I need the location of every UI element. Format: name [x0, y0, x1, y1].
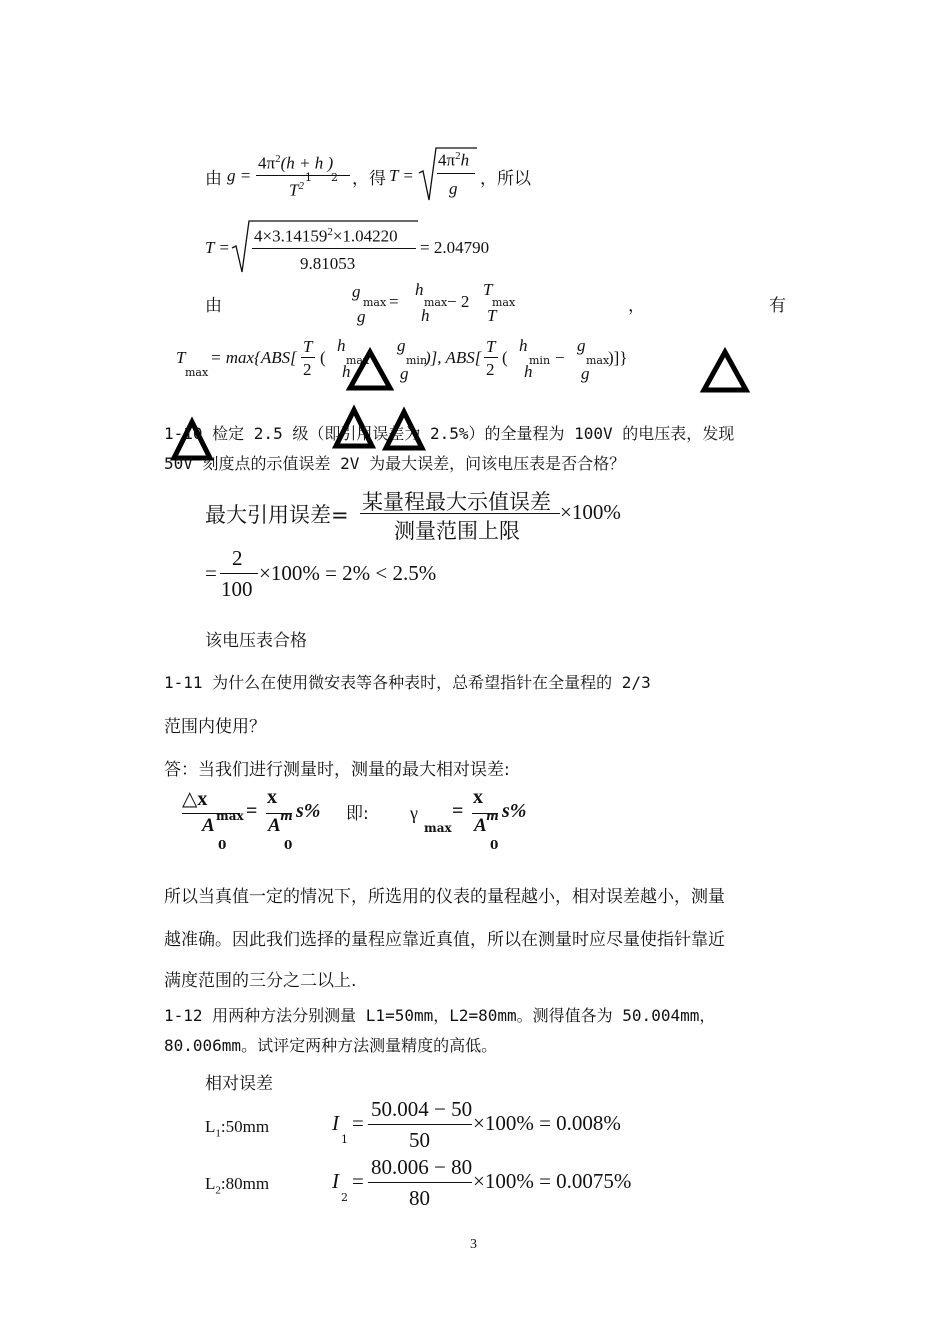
f1-den-sub: 0 [218, 838, 227, 852]
i2-den: 80 [409, 1186, 430, 1210]
times-100: ×100% [560, 500, 621, 524]
i1-symbol: I [332, 1111, 339, 1135]
gamma-sub: max [424, 821, 452, 835]
paragraph-line1: 所以当真值一定的情况下，所选用的仪表的量程越小，相对误差越小，测量 [164, 887, 725, 907]
text-de: ，得 [352, 169, 386, 189]
f3-num: x [473, 786, 483, 808]
h-den: h [421, 306, 430, 325]
equals: = [246, 800, 258, 822]
text-you: 由 [205, 296, 222, 316]
text-you2: 有 [769, 296, 786, 316]
eq2-num: 2 [232, 546, 243, 570]
i1-sub: 1 [341, 1133, 348, 1146]
question-text-line2: 80.006mm。试评定两种方法测量精度的高低。 [164, 1036, 498, 1055]
i2-result: ×100% = 0.0075% [473, 1169, 632, 1193]
question-text-line1: 1-11 为什么在使用微安表等各种表时，总希望指针在全量程的 2/3 [164, 673, 651, 692]
fraction-bar [368, 1182, 472, 1183]
t2-den: 2 [303, 360, 312, 379]
mid-abs: )], ABS[ [425, 348, 482, 367]
h-sub-1: 1 [305, 171, 312, 184]
text-you: 由 [205, 169, 222, 189]
t-sub-max: max [185, 366, 209, 379]
t3-num: T [486, 337, 496, 356]
text-ji: 即: [346, 804, 369, 824]
i1-den: 50 [409, 1128, 430, 1152]
t-den: 9.81053 [300, 254, 356, 273]
t-symbol: T [176, 348, 186, 367]
text-comma: ， [628, 296, 645, 316]
h-sub-2: 2 [331, 171, 338, 184]
g2-den: g [581, 364, 590, 383]
frac-den: 测量范围上限 [394, 519, 520, 543]
equals: = [389, 292, 399, 311]
fraction-bar [472, 813, 498, 814]
h-sub-max: max [346, 354, 370, 367]
question-text-line1: 1-12 用两种方法分别测量 L1=50mm，L2=80mm。测得值各为 50.004mm， [164, 1006, 716, 1025]
fraction-bar [220, 573, 258, 574]
g-den: g [400, 364, 409, 383]
g-sub-min: min [406, 354, 428, 367]
h2-num: h [519, 336, 528, 355]
t-den: T [487, 306, 497, 325]
f3-den: A [474, 815, 487, 836]
fraction-bar [484, 357, 498, 358]
g-den: g [357, 307, 366, 326]
eq2-den: 100 [221, 577, 253, 601]
s-percent: s% [502, 800, 527, 822]
fraction-bar [368, 1124, 472, 1125]
equals: = [352, 1169, 364, 1193]
t-equals: T = [389, 166, 414, 185]
f1-num-sub: max [216, 809, 244, 823]
answer-intro: 答：当我们进行测量时，测量的最大相对误差: [164, 760, 510, 780]
f1-den: A [202, 815, 215, 836]
t-max-sub: max [492, 296, 516, 309]
sqrt-den: g [449, 179, 458, 198]
l1-label: $L_1:50mm$ [205, 1117, 270, 1140]
h-max-sub: max [424, 296, 448, 309]
question-text-line2: 50V 刻度点的示值误差 2V 为最大误差，问该电压表是否合格？ [164, 454, 626, 473]
triangle-mark-icon [702, 350, 748, 392]
gamma-symbol: γ [410, 803, 418, 823]
g-max-num: g [352, 282, 361, 301]
answer-qualified: 该电压表合格 [205, 631, 307, 651]
paren-open: ( [320, 348, 326, 367]
i2-symbol: I [332, 1169, 339, 1193]
f3-den-sub: 0 [490, 838, 499, 852]
question-text-line1: 1-10 检定 2.5 级（即引用误差为 2.5%）的全量程为 100V 的电压表，发现 [164, 424, 735, 443]
i2-num: 80.006 − 80 [371, 1155, 473, 1179]
fraction-bar [252, 248, 416, 249]
h-max-num: h [415, 280, 424, 299]
s-percent: s% [296, 800, 321, 822]
t-num: $4\times 3.14159^2\times 1.04220$ [254, 226, 398, 246]
g-max-sub: max [363, 296, 387, 309]
g2-num: g [577, 336, 586, 355]
g2-sub-max: max [586, 354, 610, 367]
sqrt-num: $4\pi^2h$ [438, 150, 470, 170]
equals: = [452, 800, 464, 822]
relative-error-label: 相对误差 [205, 1074, 273, 1094]
f2-den: A [268, 815, 281, 836]
i2-sub: 2 [341, 1191, 348, 1204]
question-text-line2: 范围内使用？ [164, 717, 266, 737]
page-number: 3 [470, 1237, 477, 1252]
g-num: g [397, 336, 406, 355]
fraction-bar [256, 175, 350, 176]
fraction-bar [182, 813, 240, 814]
l2-label: $L_2:80mm$ [205, 1174, 270, 1197]
t-result: = 2.04790 [420, 238, 490, 257]
f3-num-sub: m [486, 809, 499, 823]
i1-result: ×100% = 0.008% [473, 1111, 621, 1135]
t-max-num: T [483, 280, 493, 299]
paren-open: ( [502, 348, 508, 367]
h-den: h [342, 362, 351, 381]
f1-num: △x [182, 788, 208, 810]
h-num: h [337, 336, 346, 355]
g-frac-num: $4\pi^2(h + h$ ) [258, 153, 334, 173]
equals: = [352, 1111, 364, 1135]
paragraph-line3: 满度范围的三分之二以上. [164, 971, 357, 991]
max-ref-error-label: 最大引用误差= [205, 503, 349, 527]
triangle-mark-icon [348, 350, 392, 390]
paragraph-line2: 越准确。因此我们选择的量程应靠近真值，所以在测量时应尽量使指针靠近 [164, 930, 725, 950]
t-equals: T = [205, 238, 230, 257]
g-equals: g = [227, 166, 252, 185]
eq2-result: ×100% = 2% < 2.5% [259, 561, 437, 585]
eq2-equals: = [205, 561, 217, 585]
frac-num: 某量程最大示值误差 [362, 490, 551, 514]
f2-num-sub: m [280, 809, 293, 823]
minus: − [555, 348, 565, 367]
fraction-bar [266, 813, 292, 814]
fraction-bar [360, 513, 560, 514]
fraction-bar [301, 357, 315, 358]
h2-den: h [524, 362, 533, 381]
text-suoyi: ，所以 [480, 169, 531, 189]
t3-den: 2 [486, 360, 495, 379]
eq-max-abs: = max{ABS[ [210, 348, 297, 367]
i1-num: 50.004 − 50 [371, 1097, 473, 1121]
g-frac-den: $T^2$ [289, 180, 304, 200]
t2-num: T [303, 337, 313, 356]
close-braces: )]} [608, 348, 628, 367]
fraction-bar [437, 173, 475, 174]
h2-sub-min: min [529, 354, 551, 367]
f2-num: x [267, 786, 277, 808]
minus-two: − 2 [447, 292, 470, 311]
f2-den-sub: 0 [284, 838, 293, 852]
